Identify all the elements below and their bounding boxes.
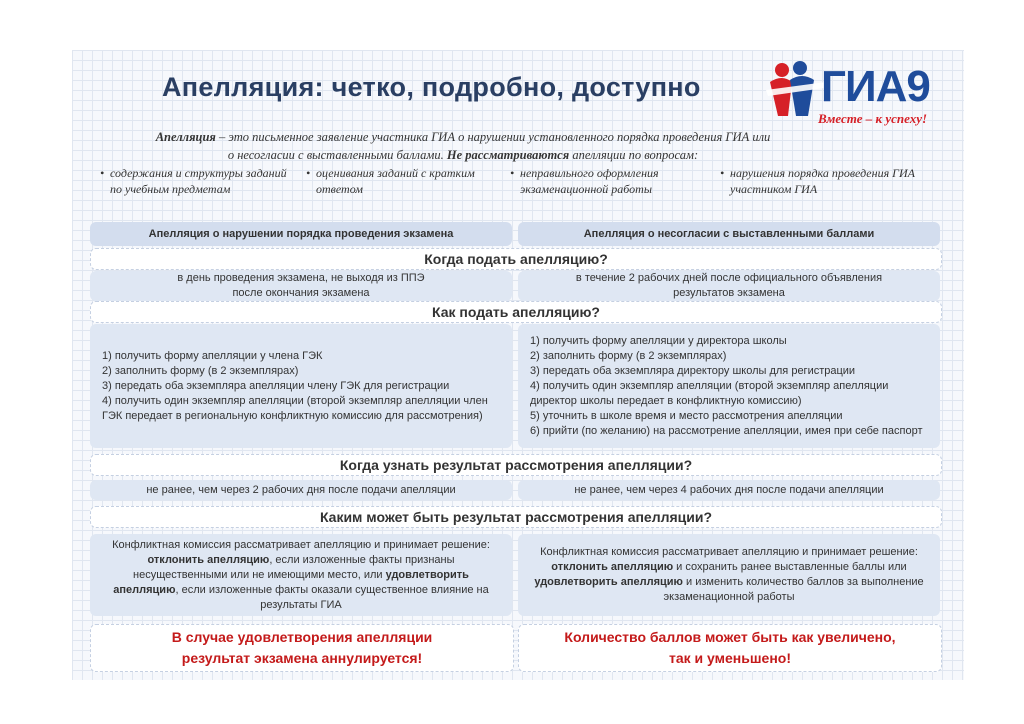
when-result-left: не ранее, чем через 2 рабочих дня после подачи апелляции: [90, 480, 512, 500]
step-item: 3) передать оба экземпляра директору школы для регистрации: [530, 364, 856, 377]
gia-people-icon: [766, 60, 826, 120]
intro-term: Апелляция: [155, 130, 216, 144]
conclusion-right: [518, 624, 942, 672]
conclusion-line: Количество баллов может быть как увеличено,: [564, 629, 896, 645]
gia9-logo: [766, 56, 956, 128]
result-text: и сохранить ранее выставленные баллы или: [673, 561, 907, 573]
result-text: Конфликтная комиссия рассматривает апелляцию и принимает решение:: [112, 538, 490, 551]
result-text: Конфликтная комиссия рассматривает апелляцию и принимает решение:: [540, 546, 918, 558]
result-text: , если изложенные факты признаны несущественными или не имеющими место, или: [133, 553, 455, 581]
intro-line2b: Не рассматриваются: [446, 148, 570, 162]
step-item: 5) уточнить в школе время и место рассмотрения апелляции: [530, 409, 843, 422]
intro-line2a: о несогласии с выставленными баллами.: [227, 148, 447, 162]
step-item: 3) передать оба экземпляра апелляции члену ГЭК для регистрации: [102, 379, 450, 392]
intro-text: [98, 128, 828, 164]
step-item: 2) заполнить форму (в 2 экземплярах): [530, 349, 727, 362]
result-decision: отклонить апелляцию: [551, 561, 674, 573]
step-item: 1) получить форму апелляции у члена ГЭК: [102, 349, 323, 362]
question-how-submit: Как подать апелляцию?: [90, 301, 942, 323]
answer-line: результатов экзамена: [673, 287, 785, 299]
step-item: 4) получить один экземпляр апелляции (второй экземпляр апелляции директор школы передает в конфликтную комиссию): [530, 379, 889, 407]
column-header-left: Апелляция о нарушении порядка проведения экзамена: [90, 222, 512, 246]
exclusion-item: • нарушения порядка проведения ГИА участником ГИА: [730, 165, 930, 197]
step-item: 1) получить форму апелляции у директора школы: [530, 334, 787, 347]
conclusion-left: [90, 624, 514, 672]
exclusions-list: [94, 165, 954, 215]
step-item: 6) прийти (по желанию) на рассмотрение апелляции, имея при себе паспорт: [530, 424, 923, 437]
conclusion-line: результат экзамена аннулируется!: [181, 650, 423, 666]
exclusion-item: • оценивания заданий с кратким ответом: [316, 165, 496, 197]
result-decision: удовлетворить апелляцию: [534, 576, 683, 588]
intro-line2c: апелляции по вопросам:: [569, 148, 699, 162]
when-result-right: не ранее, чем через 4 рабочих дня после подачи апелляции: [518, 480, 940, 500]
page-title: Апелляция: четко, подробно, доступно: [162, 72, 701, 102]
step-item: 2) заполнить форму (в 2 экземплярах): [102, 364, 299, 377]
logo-slogan: Вместе – к успеху!: [818, 111, 928, 126]
answer-line: после окончания экзамена: [232, 287, 370, 299]
poster: [72, 50, 964, 680]
result-right: [518, 534, 940, 616]
logo-text: ГИА9: [821, 62, 930, 111]
question-when-submit: Когда подать апелляцию?: [90, 248, 942, 270]
step-item: 4) получить один экземпляр апелляции (второй экземпляр апелляции член ГЭК передает в региональную конфликтную комиссию для рассмотрения): [102, 394, 488, 422]
answer-line: в течение 2 рабочих дней после официального объявления: [575, 272, 883, 284]
result-left: [90, 534, 512, 616]
answer-line: в день проведения экзамена, не выходя из ППЭ: [177, 272, 425, 284]
question-result: Каким может быть результат рассмотрения апелляции?: [90, 506, 942, 528]
conclusion-line: так и уменьшено!: [669, 650, 791, 666]
result-text: , если изложенные факты оказали существенное влияние на результаты ГИА: [175, 583, 489, 611]
how-submit-left: [90, 324, 512, 448]
intro-line1: – это письменное заявление участника ГИА о нарушении установленного порядка проведения ГИА или: [215, 130, 771, 144]
result-decision: удовлетворить апелляцию: [113, 568, 469, 596]
result-text: и изменить количество баллов за выполнение экзаменационной работы: [663, 576, 924, 603]
conclusion-line: В случае удовлетворения апелляции: [171, 629, 433, 645]
column-header-right: Апелляция о несогласии с выставленными баллами: [518, 222, 940, 246]
how-submit-right: [518, 324, 940, 448]
exclusion-item: • содержания и структуры заданий по учебным предметам: [110, 165, 290, 197]
question-when-result: Когда узнать результат рассмотрения апелляции?: [90, 454, 942, 476]
exclusion-item: • неправильного оформления экзаменационной работы: [520, 165, 720, 197]
result-decision: отклонить апелляцию: [147, 553, 270, 566]
when-submit-left: [90, 271, 512, 301]
when-submit-right: [518, 271, 940, 301]
